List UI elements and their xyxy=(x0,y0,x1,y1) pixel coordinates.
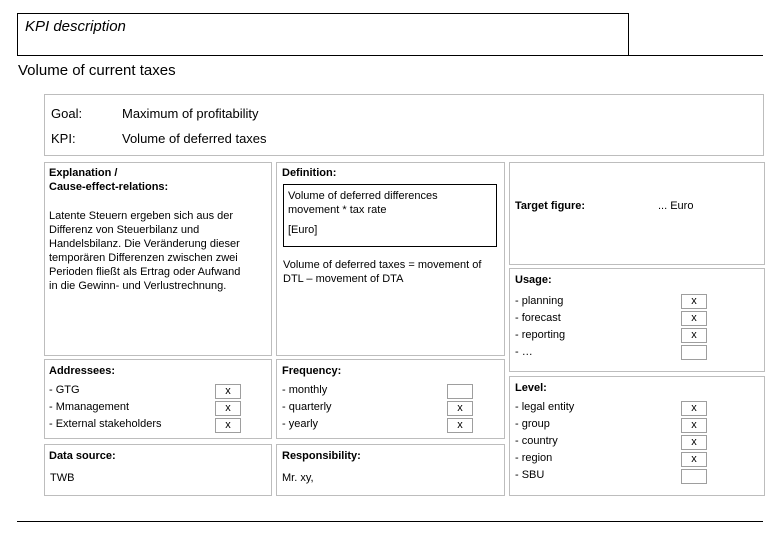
kpi-value: Volume of deferred taxes xyxy=(122,131,267,146)
footer-rule xyxy=(17,521,763,522)
usage-list xyxy=(515,293,565,361)
formula-line-2: movement * tax rate xyxy=(288,204,387,216)
goal-value: Maximum of profitability xyxy=(122,106,259,121)
level-checkbox[interactable]: x xyxy=(681,452,707,467)
header-rule xyxy=(17,55,763,56)
addressees-item: - Mmanagement xyxy=(49,401,130,413)
explanation-line: temporären Differenzen zwischen zwei xyxy=(49,252,238,264)
level-box xyxy=(509,376,765,496)
frequency-checkboxes xyxy=(447,384,473,435)
level-item: - legal entity xyxy=(515,401,575,413)
explanation-box xyxy=(44,162,272,356)
explanation-text xyxy=(49,209,240,293)
goal-label: Goal: xyxy=(51,106,83,121)
level-item: - SBU xyxy=(515,469,545,481)
formula-box xyxy=(283,184,497,247)
responsibility-box xyxy=(276,444,505,496)
level-item: - group xyxy=(515,418,550,430)
level-checkbox[interactable]: x xyxy=(681,401,707,416)
level-checkbox[interactable]: x xyxy=(681,435,707,450)
usage-checkboxes xyxy=(681,294,707,362)
formula-unit: [Euro] xyxy=(288,224,318,236)
usage-checkbox[interactable]: x xyxy=(681,294,707,309)
usage-checkbox[interactable] xyxy=(681,345,707,360)
frequency-checkbox[interactable]: x xyxy=(447,401,473,416)
explanation-line: Latente Steuern ergeben sich aus der xyxy=(49,210,234,222)
usage-item: - reporting xyxy=(515,329,566,341)
frequency-checkbox[interactable]: x xyxy=(447,418,473,433)
level-label: Level: xyxy=(515,382,547,394)
subject-title: Volume of current taxes xyxy=(18,62,176,79)
usage-box xyxy=(509,268,765,372)
level-item: - country xyxy=(515,435,558,447)
addressees-checkbox[interactable]: x xyxy=(215,384,241,399)
page-title: KPI description xyxy=(25,18,126,35)
explanation-line: Handelsbilanz. Die Veränderung dieser xyxy=(49,238,240,250)
usage-label: Usage: xyxy=(515,274,552,286)
explanation-line: in die Gewinn- und Verlustrechnung. xyxy=(49,280,227,292)
level-checkboxes xyxy=(681,401,707,486)
addressees-checkbox[interactable]: x xyxy=(215,418,241,433)
data-source-label: Data source: xyxy=(49,450,116,462)
target-box xyxy=(509,162,765,265)
frequency-box xyxy=(276,359,505,439)
frequency-list xyxy=(282,382,332,433)
definition-label: Definition: xyxy=(282,167,337,179)
frequency-item: - quarterly xyxy=(282,401,332,413)
definition-box xyxy=(276,162,505,356)
usage-item: - forecast xyxy=(515,312,561,324)
level-checkbox[interactable]: x xyxy=(681,418,707,433)
addressees-checkbox[interactable]: x xyxy=(215,401,241,416)
responsibility-label: Responsibility: xyxy=(282,450,361,462)
usage-item: - … xyxy=(515,346,533,358)
title-box xyxy=(17,13,629,56)
level-item: - region xyxy=(515,452,553,464)
addressees-item: - GTG xyxy=(49,384,80,396)
definition-note-2: DTL – movement of DTA xyxy=(283,273,404,285)
usage-item: - planning xyxy=(515,295,564,307)
explanation-line: Differenz von Steuerbilanz und xyxy=(49,224,200,236)
frequency-checkbox[interactable] xyxy=(447,384,473,399)
addressees-checkboxes xyxy=(215,384,241,435)
goal-kpi-box xyxy=(44,94,764,156)
explanation-label-2: Cause-effect-relations: xyxy=(49,181,169,193)
usage-checkbox[interactable]: x xyxy=(681,328,707,343)
usage-checkbox[interactable]: x xyxy=(681,311,707,326)
frequency-item: - monthly xyxy=(282,384,328,396)
responsibility-value: Mr. xy, xyxy=(282,472,314,484)
target-value: ... Euro xyxy=(658,200,694,212)
explanation-label-1: Explanation / xyxy=(49,167,118,179)
explanation-line: Perioden fließt als Ertrag oder Aufwand xyxy=(49,266,241,278)
addressees-list xyxy=(49,382,162,433)
target-label: Target figure: xyxy=(515,200,586,212)
addressees-box xyxy=(44,359,272,439)
level-checkbox[interactable] xyxy=(681,469,707,484)
addressees-label: Addressees: xyxy=(49,365,116,377)
addressees-item: - External stakeholders xyxy=(49,418,162,430)
kpi-label: KPI: xyxy=(51,131,76,146)
data-source-box xyxy=(44,444,272,496)
frequency-item: - yearly xyxy=(282,418,319,430)
frequency-label: Frequency: xyxy=(282,365,342,377)
data-source-value: TWB xyxy=(50,472,75,484)
definition-note-1: Volume of deferred taxes = movement of xyxy=(283,259,482,271)
formula-line-1: Volume of deferred differences xyxy=(288,190,438,202)
level-list xyxy=(515,399,574,484)
